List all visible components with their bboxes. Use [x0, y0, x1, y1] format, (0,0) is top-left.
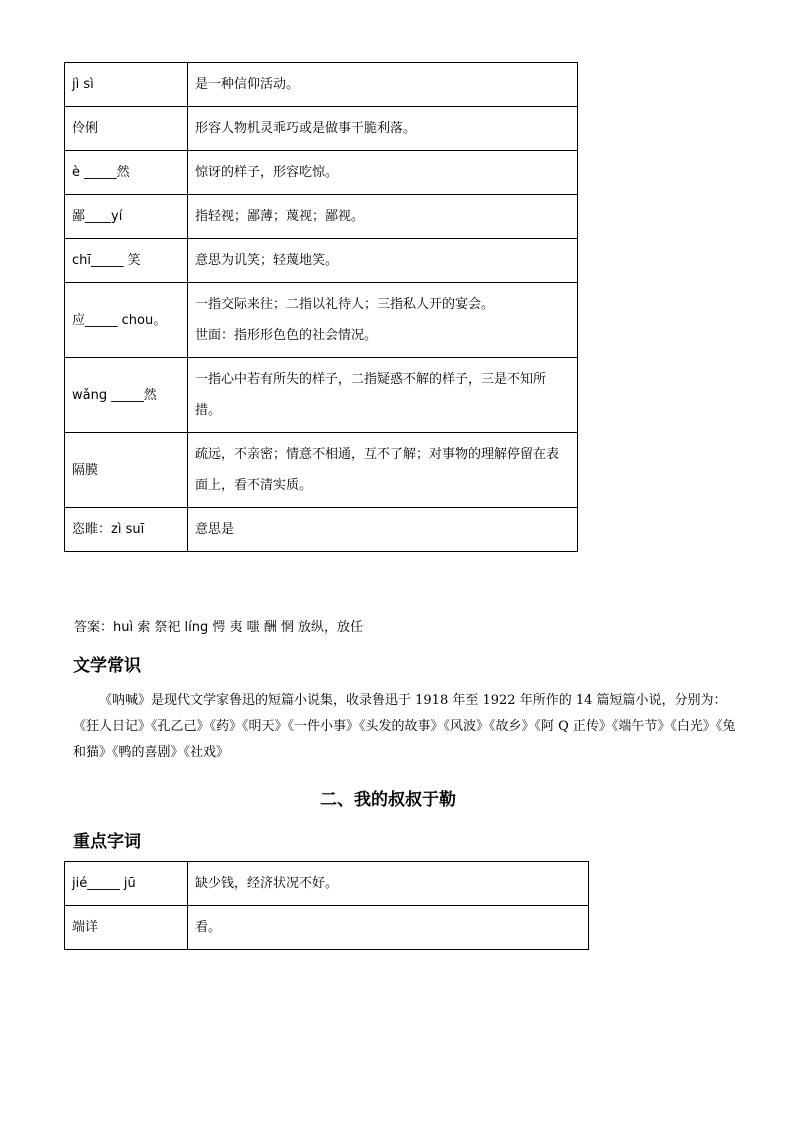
answer-line: 答案：huì 索 祭祀 líng 愕 夷 嗤 酬 惘 放纵，放任	[74, 620, 363, 635]
meaning-text: 疏远，不亲密；情意不相通，互不了解；对事物的理解停留在表面上，看不清实质。	[195, 447, 560, 493]
literature-heading: 文学常识	[73, 656, 141, 676]
term-cell: 端详	[65, 906, 188, 950]
meaning-cell	[188, 433, 578, 508]
meaning-cell	[188, 195, 578, 239]
term-cell: chī_____ 笑	[65, 239, 188, 283]
meaning-cell	[188, 358, 578, 433]
meaning-text: 看。	[195, 920, 222, 935]
table-row	[65, 906, 589, 950]
meaning-cell	[188, 239, 578, 283]
meaning-text: 意思为讥笑；轻蔑地笑。	[195, 253, 339, 268]
meaning-text: 缺少钱，经济状况不好。	[195, 876, 339, 891]
meaning-text: 一指交际来往；二指以礼待人；三指私人开的宴会。	[195, 297, 495, 312]
meaning-text: 意思是	[195, 522, 235, 537]
table-row	[65, 239, 578, 283]
table-row	[65, 433, 578, 508]
meaning-cell	[188, 906, 589, 950]
literature-text: 《呐喊》是现代文学家鲁迅的短篇小说集，收录鲁迅于 1918 年至 1922 年所作的 14 篇短篇小说，分别为：《狂人日记》《孔乙己》《药》《明天》《一件小事》《头发的故事》《风波》《故乡》《阿 Q 正传》《端午节》《白光》《兔和猫》《鸭的喜剧》《社戏》	[73, 693, 736, 760]
term-cell: 隔膜	[65, 433, 188, 508]
term-cell: jié_____ jū	[65, 862, 188, 906]
meaning-cell	[188, 63, 578, 107]
vocab-table-2	[64, 861, 589, 950]
vocab-table-1	[64, 62, 578, 552]
term-cell: 恣睢：zì suī	[65, 508, 188, 552]
table-row	[65, 63, 578, 107]
table-row	[65, 283, 578, 358]
keywords-heading: 重点字词	[73, 832, 141, 852]
table-row	[65, 195, 578, 239]
table-row	[65, 358, 578, 433]
table-row	[65, 107, 578, 151]
term-cell: 鄙____yí	[65, 195, 188, 239]
lesson-title: 二、我的叔叔于勒	[320, 790, 456, 810]
meaning-cell	[188, 862, 589, 906]
term-cell: 伶俐	[65, 107, 188, 151]
term-cell: è _____然	[65, 151, 188, 195]
table-row	[65, 862, 589, 906]
meaning-text: 世面：指形形色色的社会情况。	[195, 328, 378, 343]
meaning-cell	[188, 107, 578, 151]
term-cell: jì sì	[65, 63, 188, 107]
table-row	[65, 151, 578, 195]
literature-paragraph	[73, 688, 739, 766]
meaning-text: 惊讶的样子，形容吃惊。	[195, 165, 339, 180]
meaning-cell	[188, 508, 578, 552]
table-row	[65, 508, 578, 552]
meaning-text: 指轻视；鄙薄；蔑视；鄙视。	[195, 209, 365, 224]
term-cell: 应_____ chou。	[65, 283, 188, 358]
meaning-text: 是一种信仰活动。	[195, 77, 300, 92]
meaning-text: 一指心中若有所失的样子，二指疑惑不解的样子，三是不知所措。	[195, 372, 547, 418]
meaning-cell	[188, 151, 578, 195]
term-cell: wǎng _____然	[65, 358, 188, 433]
meaning-cell	[188, 283, 578, 358]
meaning-text: 形容人物机灵乖巧或是做事干脆利落。	[195, 121, 417, 136]
